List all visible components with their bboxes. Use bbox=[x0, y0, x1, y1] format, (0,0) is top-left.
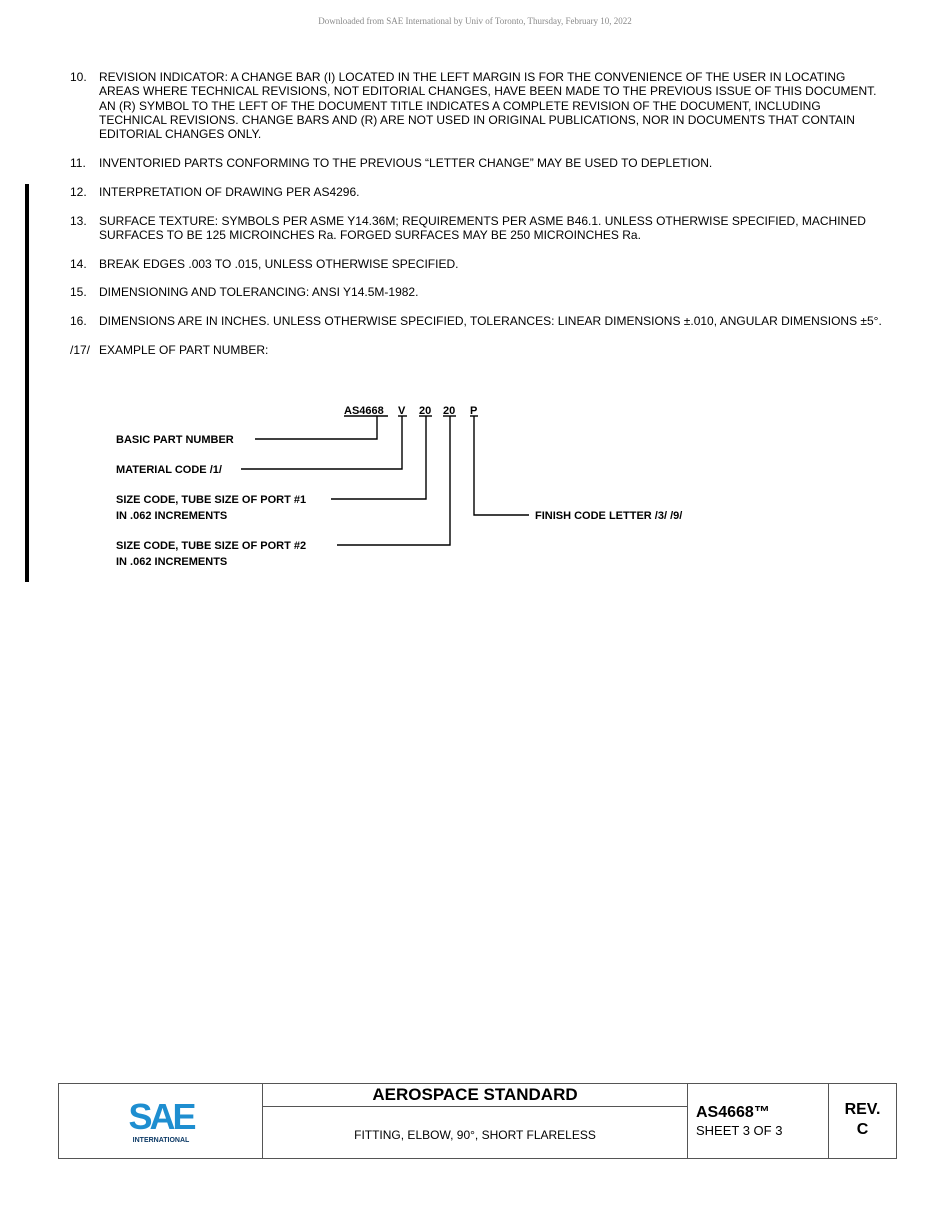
note-number: /17/ bbox=[70, 343, 91, 358]
label-size-port1-increments: IN .062 INCREMENTS bbox=[116, 510, 228, 522]
note-number: 11. bbox=[70, 155, 86, 170]
note-text: DIMENSIONING AND TOLERANCING: ANSI Y14.5M-1982. bbox=[99, 285, 419, 300]
note-number: 14. bbox=[70, 256, 87, 271]
note-item bbox=[70, 257, 885, 271]
note-number: 16. bbox=[70, 314, 87, 329]
note-text: REVISION INDICATOR: A CHANGE BAR (I) LOCATED IN THE LEFT MARGIN IS FOR THE CONVENIENCE OF THE USER IN LOCATING AREAS WHERE TECHNICAL REVISIONS, NOT EDITORIAL CHANGES, HAVE BEEN MADE TO THE PREVIOUS ISSUE OF THIS DOCUMENT. AN (R) SYMBOL TO THE LEFT OF THE DOCUMENT TITLE INDICATES A COMPLETE REVISION OF THE DOCUMENT, INCLUDING TECHNICAL REVISIONS. CHANGE BARS AND (R) ARE NOT USED IN ORIGINAL PUBLICATIONS, NOR IN DOCUMENTS THAT CONTAIN EDITORIAL CHANGES ONLY. bbox=[99, 70, 877, 142]
note-item bbox=[70, 343, 885, 357]
pn-finish-segment: P bbox=[470, 405, 478, 417]
note-text: INTERPRETATION OF DRAWING PER AS4296. bbox=[99, 184, 360, 199]
note-item bbox=[70, 214, 885, 243]
pn-port1-segment: 20 bbox=[419, 405, 432, 417]
note-text: DIMENSIONS ARE IN INCHES. UNLESS OTHERWISE SPECIFIED, TOLERANCES: LINEAR DIMENSIONS ±.010, ANGULAR DIMENSIONS ±5°. bbox=[99, 314, 882, 329]
pn-basic-segment: AS4668 bbox=[344, 405, 384, 417]
sae-logo-mark: SAE bbox=[127, 1097, 194, 1137]
note-text: EXAMPLE OF PART NUMBER: bbox=[99, 343, 269, 358]
leader-material bbox=[241, 416, 402, 469]
sae-logo-subtext: INTERNATIONAL bbox=[132, 1137, 189, 1144]
label-basic-part-number: BASIC PART NUMBER bbox=[116, 434, 234, 446]
label-material-code: MATERIAL CODE /1/ bbox=[116, 464, 222, 476]
note-number: 12. bbox=[70, 184, 87, 199]
leader-port2 bbox=[337, 416, 450, 545]
note-item bbox=[70, 285, 885, 299]
document-number: AS4668™ bbox=[696, 1104, 770, 1121]
note-item bbox=[70, 70, 885, 141]
note-text: SURFACE TEXTURE: SYMBOLS PER ASME Y14.36M; REQUIREMENTS PER ASME B46.1. UNLESS OTHERWISE SPECIFIED, MACHINED SURFACES TO BE 125 MICROINCHES Ra. FORGED SURFACES MAY BE 250 MICROINCHES Ra. bbox=[99, 213, 866, 242]
label-size-port1: SIZE CODE, TUBE SIZE OF PORT #1 bbox=[116, 494, 307, 506]
document-type-heading: AEROSPACE STANDARD bbox=[263, 1084, 687, 1107]
note-number: 15. bbox=[70, 285, 87, 300]
leader-port1 bbox=[331, 416, 426, 499]
note-item bbox=[70, 156, 885, 170]
revision-cell bbox=[829, 1084, 896, 1158]
leader-basic bbox=[255, 416, 377, 439]
title-block bbox=[58, 1083, 897, 1159]
label-size-port2-increments: IN .062 INCREMENTS bbox=[116, 556, 228, 568]
note-text: INVENTORIED PARTS CONFORMING TO THE PREVIOUS “LETTER CHANGE” MAY BE USED TO DEPLETION. bbox=[99, 155, 713, 170]
sae-logo-icon bbox=[121, 1097, 201, 1145]
change-bar bbox=[25, 184, 29, 582]
sae-logo bbox=[59, 1084, 263, 1158]
part-description: FITTING, ELBOW, 90°, SHORT FLARELESS bbox=[354, 1127, 596, 1142]
note-text: BREAK EDGES .003 TO .015, UNLESS OTHERWISE SPECIFIED. bbox=[99, 256, 459, 271]
leader-finish bbox=[474, 416, 529, 515]
pn-material-segment: V bbox=[398, 405, 406, 417]
note-item bbox=[70, 314, 885, 328]
revision-label: REV. bbox=[844, 1101, 881, 1118]
revision-value: C bbox=[856, 1121, 869, 1138]
pn-port2-segment: 20 bbox=[443, 405, 456, 417]
document-number-cell bbox=[688, 1084, 829, 1158]
title-block-main bbox=[263, 1084, 688, 1158]
label-size-port2: SIZE CODE, TUBE SIZE OF PORT #2 bbox=[116, 540, 307, 552]
note-number: 10. bbox=[70, 70, 87, 84]
label-finish-code: FINISH CODE LETTER /3/ /9/ bbox=[535, 510, 683, 522]
note-item bbox=[70, 185, 885, 199]
notes-list bbox=[70, 70, 885, 372]
note-number: 13. bbox=[70, 213, 87, 228]
sheet-indicator: SHEET 3 OF 3 bbox=[696, 1123, 783, 1138]
download-watermark: Downloaded from SAE International by Univ of Toronto, Thursday, February 10, 2022 bbox=[318, 16, 632, 26]
